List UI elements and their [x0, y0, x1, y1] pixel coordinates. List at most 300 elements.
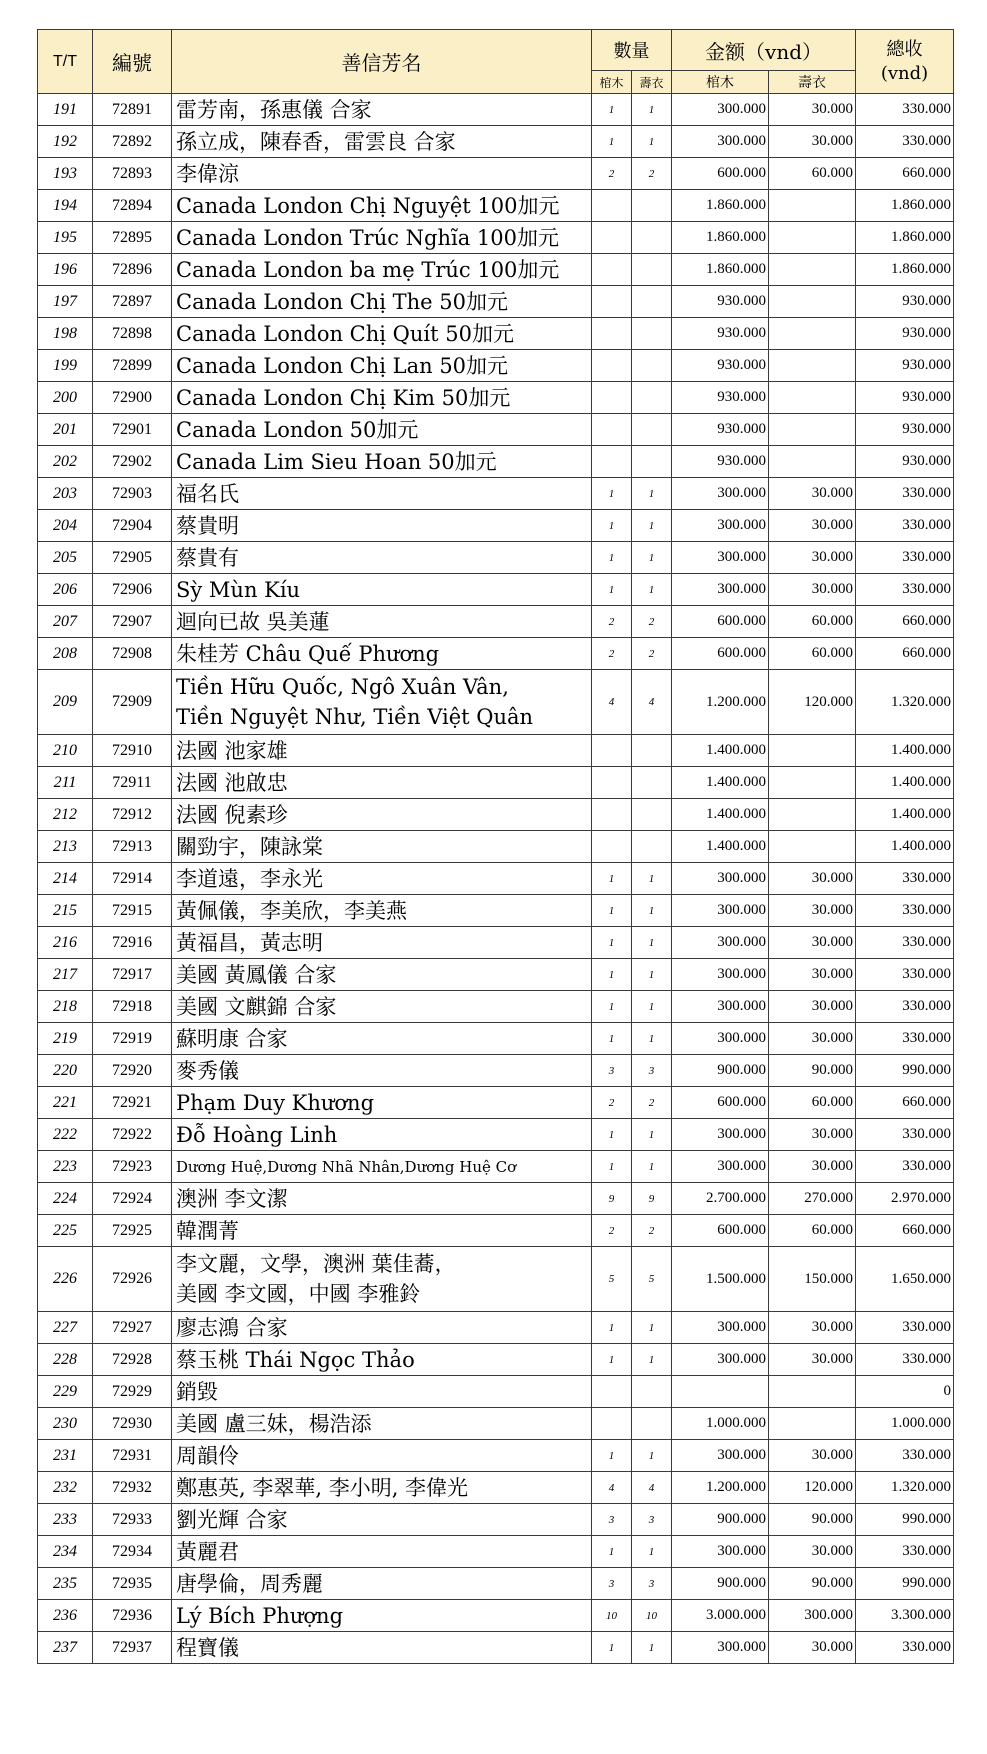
table-row: [38, 1023, 954, 1055]
row-amount-coffin: 300.000: [672, 542, 769, 574]
row-qty-shroud: 1: [632, 1119, 672, 1151]
row-qty-shroud: 1: [632, 1440, 672, 1472]
table-row: [38, 1600, 954, 1632]
row-amount-coffin: 1.200.000: [672, 670, 769, 735]
row-amount-shroud: 30.000: [769, 542, 856, 574]
row-number: 199: [38, 350, 93, 382]
row-qty-shroud: 3: [632, 1504, 672, 1536]
row-qty-shroud: [632, 190, 672, 222]
row-qty-coffin: 3: [592, 1568, 632, 1600]
table-row: [38, 1087, 954, 1119]
row-code: 72906: [93, 574, 172, 606]
row-total: 990.000: [856, 1504, 954, 1536]
row-amount-coffin: 600.000: [672, 638, 769, 670]
row-number: 201: [38, 414, 93, 446]
row-qty-coffin: 1: [592, 1023, 632, 1055]
row-number: 228: [38, 1344, 93, 1376]
row-number: 227: [38, 1312, 93, 1344]
row-name: 麥秀儀: [172, 1055, 592, 1087]
row-amount-shroud: 60.000: [769, 158, 856, 190]
row-amount-shroud: [769, 350, 856, 382]
row-name: 黃福昌，黃志明: [172, 927, 592, 959]
row-name: 孫立成，陳春香，雷雲良 合家: [172, 126, 592, 158]
row-total: 0: [856, 1376, 954, 1408]
table-row: [38, 254, 954, 286]
row-amount-shroud: 30.000: [769, 1440, 856, 1472]
row-code: 72911: [93, 767, 172, 799]
row-qty-shroud: 3: [632, 1568, 672, 1600]
row-qty-coffin: 1: [592, 1312, 632, 1344]
table-row: [38, 542, 954, 574]
row-number: 191: [38, 94, 93, 126]
row-qty-coffin: 1: [592, 542, 632, 574]
row-number: 214: [38, 863, 93, 895]
row-amount-coffin: 300.000: [672, 991, 769, 1023]
row-code: 72903: [93, 478, 172, 510]
donation-table: [37, 29, 954, 1664]
table-row: [38, 1183, 954, 1215]
row-amount-coffin: 930.000: [672, 414, 769, 446]
row-code: 72930: [93, 1408, 172, 1440]
row-qty-shroud: 1: [632, 863, 672, 895]
table-row: [38, 350, 954, 382]
row-name-line1: Tiền Hữu Quốc, Ngô Xuân Vân,: [176, 675, 509, 699]
row-amount-shroud: 60.000: [769, 1215, 856, 1247]
row-qty-shroud: [632, 735, 672, 767]
row-total: 330.000: [856, 542, 954, 574]
row-qty-shroud: 1: [632, 1312, 672, 1344]
row-code: 72908: [93, 638, 172, 670]
table-row: [38, 158, 954, 190]
row-total: 330.000: [856, 1151, 954, 1183]
row-amount-shroud: [769, 446, 856, 478]
row-code: 72936: [93, 1600, 172, 1632]
row-total: 990.000: [856, 1055, 954, 1087]
row-number: 220: [38, 1055, 93, 1087]
row-code: 72918: [93, 991, 172, 1023]
row-amount-shroud: [769, 414, 856, 446]
row-qty-coffin: [592, 831, 632, 863]
row-number: 215: [38, 895, 93, 927]
row-number: 200: [38, 382, 93, 414]
row-name: 銷毀: [172, 1376, 592, 1408]
row-code: 72921: [93, 1087, 172, 1119]
row-qty-shroud: [632, 254, 672, 286]
table-row: [38, 478, 954, 510]
header-qty-shroud: 壽衣: [632, 71, 672, 94]
row-name: 劉光輝 合家: [172, 1504, 592, 1536]
row-number: 193: [38, 158, 93, 190]
row-amount-shroud: 30.000: [769, 1344, 856, 1376]
row-amount-coffin: 1.860.000: [672, 222, 769, 254]
row-amount-shroud: [769, 286, 856, 318]
row-amount-shroud: 30.000: [769, 1632, 856, 1664]
row-amount-coffin: 600.000: [672, 1087, 769, 1119]
row-total: 1.400.000: [856, 767, 954, 799]
row-amount-coffin: 900.000: [672, 1055, 769, 1087]
row-name-line2: Tiền Nguyệt Như, Tiền Việt Quân: [176, 705, 534, 729]
row-qty-coffin: [592, 222, 632, 254]
row-total: 1.320.000: [856, 670, 954, 735]
row-amount-shroud: 30.000: [769, 1119, 856, 1151]
row-qty-coffin: 1: [592, 1440, 632, 1472]
row-amount-shroud: 30.000: [769, 1312, 856, 1344]
row-qty-shroud: 1: [632, 94, 672, 126]
row-name: Canada London Trúc Nghĩa 100加元: [172, 222, 592, 254]
row-amount-shroud: 30.000: [769, 959, 856, 991]
row-code: 72899: [93, 350, 172, 382]
row-code: 72922: [93, 1119, 172, 1151]
header-amt-coffin: 棺木: [672, 71, 769, 94]
row-amount-shroud: 30.000: [769, 126, 856, 158]
row-name: 蔡貴有: [172, 542, 592, 574]
row-qty-coffin: 2: [592, 1215, 632, 1247]
table-header: [38, 30, 954, 94]
row-name: 法國 池啟忠: [172, 767, 592, 799]
row-total: 3.300.000: [856, 1600, 954, 1632]
row-qty-shroud: [632, 222, 672, 254]
row-amount-coffin: 300.000: [672, 1440, 769, 1472]
row-amount-shroud: [769, 735, 856, 767]
row-name: 黃麗君: [172, 1536, 592, 1568]
row-qty-coffin: [592, 254, 632, 286]
row-amount-coffin: 300.000: [672, 1312, 769, 1344]
row-total: 660.000: [856, 638, 954, 670]
row-total: 2.970.000: [856, 1183, 954, 1215]
row-code: 72935: [93, 1568, 172, 1600]
header-code: 編號: [93, 30, 172, 94]
row-code: 72902: [93, 446, 172, 478]
row-total: 1.400.000: [856, 799, 954, 831]
row-qty-shroud: [632, 1408, 672, 1440]
row-qty-coffin: [592, 1408, 632, 1440]
row-amount-shroud: 30.000: [769, 863, 856, 895]
header-amount: 金额（vnd）: [672, 30, 856, 71]
row-number: 223: [38, 1151, 93, 1183]
table-row: [38, 1440, 954, 1472]
row-code: 72910: [93, 735, 172, 767]
row-name: Canada London 50加元: [172, 414, 592, 446]
row-amount-shroud: 120.000: [769, 1472, 856, 1504]
header-name: 善信芳名: [172, 30, 592, 94]
row-amount-shroud: [769, 1376, 856, 1408]
row-qty-coffin: 10: [592, 1600, 632, 1632]
row-qty-shroud: 1: [632, 1023, 672, 1055]
row-amount-coffin: 300.000: [672, 1151, 769, 1183]
row-total: 330.000: [856, 895, 954, 927]
header-total-label: 總收: [886, 38, 923, 60]
row-amount-shroud: 30.000: [769, 478, 856, 510]
table-row: [38, 895, 954, 927]
row-number: 208: [38, 638, 93, 670]
row-qty-shroud: 5: [632, 1247, 672, 1312]
row-total: 1.400.000: [856, 735, 954, 767]
row-name: 福名氏: [172, 478, 592, 510]
row-number: 213: [38, 831, 93, 863]
row-qty-coffin: 2: [592, 158, 632, 190]
row-name: Sỳ Mùn Kíu: [172, 574, 592, 606]
row-code: 72925: [93, 1215, 172, 1247]
row-number: 217: [38, 959, 93, 991]
row-code: 72924: [93, 1183, 172, 1215]
row-total: 330.000: [856, 927, 954, 959]
table-row: [38, 510, 954, 542]
row-qty-coffin: [592, 414, 632, 446]
row-amount-coffin: 1.400.000: [672, 767, 769, 799]
row-name: 雷芳南，孫惠儀 合家: [172, 94, 592, 126]
row-name: 關勁宇，陳詠棠: [172, 831, 592, 863]
row-name: Canada London Chị Quít 50加元: [172, 318, 592, 350]
row-total: 330.000: [856, 94, 954, 126]
row-qty-coffin: 4: [592, 1472, 632, 1504]
row-amount-coffin: 1.400.000: [672, 831, 769, 863]
row-qty-shroud: 1: [632, 927, 672, 959]
row-code: 72913: [93, 831, 172, 863]
row-number: 195: [38, 222, 93, 254]
row-name: Đỗ Hoàng Linh: [172, 1119, 592, 1151]
row-qty-coffin: 9: [592, 1183, 632, 1215]
row-code: 72909: [93, 670, 172, 735]
row-total: 330.000: [856, 991, 954, 1023]
row-qty-coffin: 1: [592, 1344, 632, 1376]
row-code: 72927: [93, 1312, 172, 1344]
row-qty-coffin: [592, 382, 632, 414]
row-total: 330.000: [856, 574, 954, 606]
row-number: 232: [38, 1472, 93, 1504]
row-code: 72894: [93, 190, 172, 222]
row-qty-shroud: 4: [632, 670, 672, 735]
table-row: [38, 1472, 954, 1504]
row-amount-coffin: 300.000: [672, 1119, 769, 1151]
row-code: 72897: [93, 286, 172, 318]
row-qty-shroud: [632, 382, 672, 414]
row-total: 330.000: [856, 1023, 954, 1055]
row-total: 930.000: [856, 382, 954, 414]
row-qty-coffin: 2: [592, 638, 632, 670]
row-amount-coffin: 3.000.000: [672, 1600, 769, 1632]
row-code: 72932: [93, 1472, 172, 1504]
row-amount-coffin: 930.000: [672, 318, 769, 350]
row-amount-shroud: [769, 254, 856, 286]
header-qty-coffin: 棺木: [592, 71, 632, 94]
row-total: 330.000: [856, 510, 954, 542]
row-total: 1.650.000: [856, 1247, 954, 1312]
row-amount-coffin: 930.000: [672, 286, 769, 318]
row-amount-shroud: 30.000: [769, 927, 856, 959]
row-number: 234: [38, 1536, 93, 1568]
row-number: 237: [38, 1632, 93, 1664]
row-qty-shroud: [632, 1376, 672, 1408]
row-name: 李道遠，李永光: [172, 863, 592, 895]
row-number: 221: [38, 1087, 93, 1119]
row-name: 法國 倪素珍: [172, 799, 592, 831]
row-amount-coffin: 300.000: [672, 1632, 769, 1664]
row-number: 231: [38, 1440, 93, 1472]
row-qty-coffin: 1: [592, 863, 632, 895]
table-row: [38, 863, 954, 895]
row-name: 李偉涼: [172, 158, 592, 190]
row-qty-shroud: 1: [632, 574, 672, 606]
table-row: [38, 831, 954, 863]
row-qty-coffin: 4: [592, 670, 632, 735]
row-number: 203: [38, 478, 93, 510]
row-qty-coffin: 5: [592, 1247, 632, 1312]
row-amount-coffin: 1.400.000: [672, 735, 769, 767]
row-qty-shroud: 3: [632, 1055, 672, 1087]
row-code: 72923: [93, 1151, 172, 1183]
row-total: 930.000: [856, 286, 954, 318]
table-row: [38, 959, 954, 991]
row-qty-shroud: [632, 767, 672, 799]
row-amount-shroud: 30.000: [769, 1536, 856, 1568]
row-amount-coffin: 900.000: [672, 1504, 769, 1536]
row-name: 唐學倫，周秀麗: [172, 1568, 592, 1600]
row-code: 72920: [93, 1055, 172, 1087]
row-number: 219: [38, 1023, 93, 1055]
table-row: [38, 1568, 954, 1600]
row-number: 225: [38, 1215, 93, 1247]
table-row: [38, 1055, 954, 1087]
row-amount-coffin: 900.000: [672, 1568, 769, 1600]
row-number: 205: [38, 542, 93, 574]
row-amount-shroud: 120.000: [769, 670, 856, 735]
row-amount-shroud: 150.000: [769, 1247, 856, 1312]
row-number: 196: [38, 254, 93, 286]
row-code: 72904: [93, 510, 172, 542]
row-qty-coffin: 1: [592, 1151, 632, 1183]
row-amount-coffin: 600.000: [672, 606, 769, 638]
row-amount-shroud: 30.000: [769, 510, 856, 542]
row-total: 930.000: [856, 350, 954, 382]
row-name: Canada London ba mẹ Trúc 100加元: [172, 254, 592, 286]
table-row: [38, 414, 954, 446]
row-code: 72892: [93, 126, 172, 158]
table-row: [38, 574, 954, 606]
row-qty-coffin: 1: [592, 94, 632, 126]
row-total: 660.000: [856, 158, 954, 190]
row-qty-coffin: 1: [592, 927, 632, 959]
row-code: 72895: [93, 222, 172, 254]
row-name: Dương Huệ,Dương Nhã Nhân,Dương Huệ Cơ: [172, 1151, 592, 1183]
row-name: Lý Bích Phượng: [172, 1600, 592, 1632]
table-row: [38, 670, 954, 735]
row-code: 72900: [93, 382, 172, 414]
row-qty-shroud: 4: [632, 1472, 672, 1504]
row-name: 鄭惠英, 李翠華, 李小明, 李偉光: [172, 1472, 592, 1504]
row-name: 澳洲 李文潔: [172, 1183, 592, 1215]
row-qty-coffin: 1: [592, 478, 632, 510]
row-total: 330.000: [856, 863, 954, 895]
row-qty-coffin: 1: [592, 895, 632, 927]
row-code: 72916: [93, 927, 172, 959]
row-number: 210: [38, 735, 93, 767]
row-name: 程寶儀: [172, 1632, 592, 1664]
row-qty-coffin: [592, 767, 632, 799]
row-total: 1.320.000: [856, 1472, 954, 1504]
row-number: 198: [38, 318, 93, 350]
row-name: 法國 池家雄: [172, 735, 592, 767]
row-amount-coffin: 600.000: [672, 158, 769, 190]
row-total: 1.860.000: [856, 222, 954, 254]
row-number: 236: [38, 1600, 93, 1632]
table-row: [38, 638, 954, 670]
table-row: [38, 1632, 954, 1664]
row-code: 72934: [93, 1536, 172, 1568]
row-code: 72928: [93, 1344, 172, 1376]
row-total: 330.000: [856, 126, 954, 158]
table-row: [38, 382, 954, 414]
row-qty-coffin: 1: [592, 1119, 632, 1151]
row-number: 222: [38, 1119, 93, 1151]
row-total: 930.000: [856, 414, 954, 446]
row-name: Canada London Chị Lan 50加元: [172, 350, 592, 382]
row-name: 廖志鴻 合家: [172, 1312, 592, 1344]
row-total: 1.860.000: [856, 254, 954, 286]
row-number: 216: [38, 927, 93, 959]
row-number: 230: [38, 1408, 93, 1440]
row-amount-shroud: 90.000: [769, 1504, 856, 1536]
row-qty-coffin: [592, 318, 632, 350]
row-qty-coffin: 1: [592, 1632, 632, 1664]
header-quantity: 數量: [592, 30, 672, 71]
row-qty-coffin: 1: [592, 959, 632, 991]
row-amount-coffin: 930.000: [672, 350, 769, 382]
row-code: 72931: [93, 1440, 172, 1472]
row-number: 206: [38, 574, 93, 606]
row-number: 226: [38, 1247, 93, 1312]
row-total: 330.000: [856, 1344, 954, 1376]
row-qty-shroud: 1: [632, 895, 672, 927]
row-amount-shroud: [769, 190, 856, 222]
row-amount-coffin: 1.200.000: [672, 1472, 769, 1504]
row-qty-shroud: 2: [632, 1215, 672, 1247]
row-amount-shroud: 30.000: [769, 574, 856, 606]
row-name: 周韻伶: [172, 1440, 592, 1472]
row-code: 72912: [93, 799, 172, 831]
row-qty-shroud: 1: [632, 478, 672, 510]
row-qty-shroud: [632, 286, 672, 318]
row-amount-coffin: [672, 1376, 769, 1408]
table-row: [38, 126, 954, 158]
row-total: 1.400.000: [856, 831, 954, 863]
header-total: [856, 30, 954, 94]
row-qty-shroud: 1: [632, 1344, 672, 1376]
row-qty-shroud: 1: [632, 1151, 672, 1183]
row-amount-coffin: 930.000: [672, 446, 769, 478]
row-name-line1: 李文麗，文學，澳洲 葉佳蕎，: [176, 1252, 456, 1276]
row-number: 218: [38, 991, 93, 1023]
table-row: [38, 1504, 954, 1536]
table-row: [38, 1376, 954, 1408]
row-amount-coffin: 300.000: [672, 959, 769, 991]
table-row: [38, 318, 954, 350]
row-number: 233: [38, 1504, 93, 1536]
row-qty-coffin: 1: [592, 126, 632, 158]
row-number: 211: [38, 767, 93, 799]
row-total: 330.000: [856, 1440, 954, 1472]
row-code: 72929: [93, 1376, 172, 1408]
row-amount-shroud: 30.000: [769, 895, 856, 927]
row-number: 235: [38, 1568, 93, 1600]
row-amount-coffin: 300.000: [672, 478, 769, 510]
row-total: 330.000: [856, 1536, 954, 1568]
row-amount-coffin: 300.000: [672, 863, 769, 895]
row-code: 72917: [93, 959, 172, 991]
row-amount-shroud: 300.000: [769, 1600, 856, 1632]
row-total: 930.000: [856, 318, 954, 350]
row-qty-shroud: 1: [632, 126, 672, 158]
row-name: [172, 670, 592, 735]
